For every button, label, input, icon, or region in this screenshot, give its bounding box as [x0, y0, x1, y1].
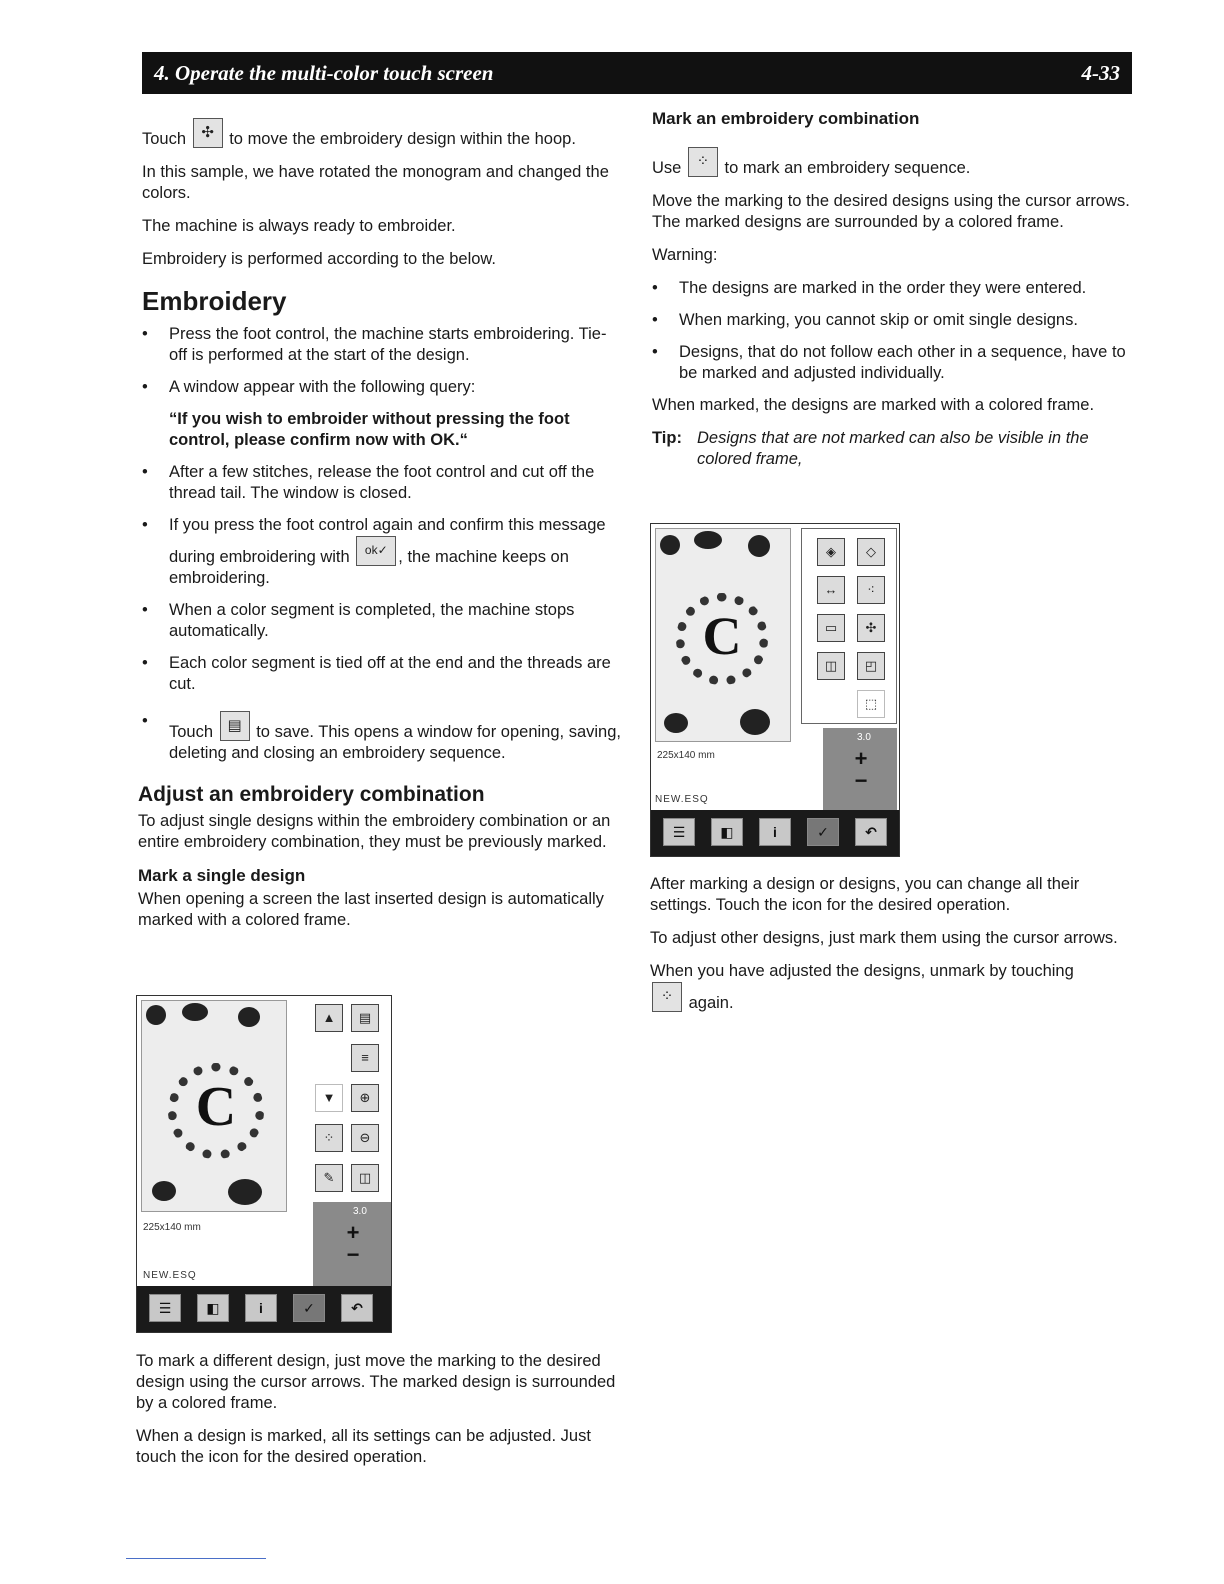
- list-item: • A window appear with the following query:: [142, 377, 622, 398]
- list-item: • When marking, you cannot skip or omit single designs.: [652, 310, 1130, 331]
- list-item: • Touch ▤ to save. This opens a window for opening, saving, deleting and closing an embroidery sequence.: [142, 711, 622, 764]
- toolbar: [651, 810, 899, 856]
- zoom-control-icon[interactable]: + −: [346, 1220, 360, 1267]
- list-item: • The designs are marked in the order they were entered.: [652, 278, 1130, 299]
- list-item: • Designs, that do not follow each other in a sequence, have to be marked and adjusted individually.: [652, 342, 1130, 384]
- touch-move-paragraph: Touch ✣ to move the embroidery design within the hoop.: [142, 118, 622, 150]
- menu-icon[interactable]: ☰: [149, 1294, 181, 1322]
- zoom-out-icon[interactable]: ⊖: [351, 1124, 379, 1152]
- ok-icon: ok✓: [356, 536, 396, 566]
- paragraph: After marking a design or designs, you can change all their settings. Touch the icon for the desired operation.: [650, 875, 1080, 914]
- left-after-text: [136, 1351, 616, 1468]
- rotate-icon[interactable]: ◇: [857, 538, 885, 566]
- zoom-value: 3.0: [857, 732, 871, 743]
- paragraph: To mark a different design, just move the marking to the desired design using the cursor arrows. The marked design is surrounded by a colored frame.: [136, 1352, 616, 1412]
- mirror-icon[interactable]: ↔: [817, 576, 845, 604]
- screen-combination: [650, 523, 900, 857]
- file-name: NEW.ESQ: [143, 1270, 197, 1281]
- paragraph: Embroidery is performed according to the below.: [142, 250, 497, 268]
- color-icon[interactable]: ⁖: [857, 576, 885, 604]
- zoom-value: 3.0: [353, 1206, 367, 1217]
- list-item: • After a few stitches, release the foot control and cut off the thread tail. The window is closed.: [142, 462, 622, 504]
- move-icon: ✣: [193, 118, 223, 148]
- esc-icon[interactable]: ↶: [855, 818, 887, 846]
- paragraph: When marked, the designs are marked with a colored frame.: [652, 396, 1095, 414]
- list-item: • When a color segment is completed, the machine stops automatically.: [142, 600, 622, 642]
- frame-icon[interactable]: ◫: [351, 1164, 379, 1192]
- frame-icon[interactable]: ◫: [817, 652, 845, 680]
- tip-text: Designs that are not marked can also be visible in the colored frame,: [697, 429, 1089, 468]
- footer-rule: [126, 1558, 266, 1559]
- design-preview: [141, 1000, 287, 1212]
- section-heading-adjust: Adjust an embroidery combination: [138, 783, 485, 806]
- paragraph: The machine is always ready to embroider.: [142, 217, 456, 235]
- monogram: C: [195, 1076, 237, 1138]
- mark-icon: ⁘: [652, 982, 682, 1012]
- unmark-paragraph: When you have adjusted the designs, unmark by touching ⁘ again.: [650, 962, 1074, 1012]
- mark-icon: ⁘: [688, 147, 718, 177]
- toolbar: [137, 1286, 391, 1332]
- camera-icon[interactable]: ◧: [197, 1294, 229, 1322]
- esc-icon[interactable]: ↶: [341, 1294, 373, 1322]
- file-name: NEW.ESQ: [655, 794, 709, 805]
- mark-icon[interactable]: ⁘: [315, 1124, 343, 1152]
- flip-vertical-icon[interactable]: ◈: [817, 538, 845, 566]
- paragraph: When opening a screen the last inserted design is automatically marked with a colored frame.: [138, 890, 604, 929]
- page-number: 4-33: [1081, 60, 1120, 85]
- paragraph: Move the marking to the desired designs using the cursor arrows. The marked designs are surrounded by a colored frame.: [652, 192, 1130, 231]
- cursor-down-icon[interactable]: ▼: [315, 1084, 343, 1112]
- info-icon[interactable]: i: [245, 1294, 277, 1322]
- tip-label: Tip:: [652, 429, 682, 447]
- ok-icon[interactable]: ✓: [807, 818, 839, 846]
- tip: [652, 428, 1130, 470]
- cursor-up-icon[interactable]: ▲: [315, 1004, 343, 1032]
- camera-icon[interactable]: ◧: [711, 818, 743, 846]
- subheading-mark-single: Mark a single design: [138, 866, 306, 885]
- paragraph: To adjust single designs within the embroidery combination or an entire embroidery combination, they must be previously marked.: [138, 812, 611, 851]
- list-icon[interactable]: ≡: [351, 1044, 379, 1072]
- use-mark-paragraph: Use ⁘ to mark an embroidery sequence.: [652, 147, 1130, 179]
- info-icon[interactable]: i: [759, 818, 791, 846]
- zoom-in-icon[interactable]: ⊕: [351, 1084, 379, 1112]
- screen-single-design: [136, 995, 392, 1333]
- paragraph: To adjust other designs, just mark them using the cursor arrows.: [650, 929, 1118, 947]
- left-column: [138, 112, 622, 931]
- paragraph: In this sample, we have rotated the monogram and changed the colors.: [142, 163, 609, 202]
- save-icon: ▤: [220, 711, 250, 741]
- paragraph: When a design is marked, all its settings can be adjusted. Just touch the icon for the desired operation.: [136, 1427, 591, 1466]
- design-size: 225x140 mm: [143, 1222, 201, 1233]
- chapter-title: 4. Operate the multi-color touch screen: [154, 60, 494, 85]
- query-text: “If you wish to embroider without pressing the foot control, please confirm now with OK.“: [169, 410, 570, 449]
- design-preview: [655, 528, 791, 742]
- save-icon[interactable]: ▤: [351, 1004, 379, 1032]
- frame-alt-icon[interactable]: ◰: [857, 652, 885, 680]
- move-icon[interactable]: ✣: [857, 614, 885, 642]
- right-after-text: [650, 874, 1130, 1014]
- size-icon[interactable]: ▭: [817, 614, 845, 642]
- section-heading-embroidery: Embroidery: [142, 286, 287, 316]
- monogram: C: [702, 606, 742, 666]
- right-column: [652, 108, 1130, 470]
- zoom-control-icon[interactable]: + −: [854, 746, 868, 793]
- warning-label: Warning:: [652, 246, 718, 264]
- design-size: 225x140 mm: [657, 750, 715, 761]
- ok-icon[interactable]: ✓: [293, 1294, 325, 1322]
- menu-icon[interactable]: ☰: [663, 818, 695, 846]
- edit-icon[interactable]: ✎: [315, 1164, 343, 1192]
- list-item: • If you press the foot control again and confirm this message during embroidering with ok✓ , the machine keeps on embroidering.: [142, 515, 622, 589]
- unmark-icon[interactable]: ⬚: [857, 690, 885, 718]
- list-item: • Press the foot control, the machine starts embroidering. Tie-off is performed at the start of the design.: [142, 324, 622, 366]
- page-header: [142, 52, 1132, 94]
- subheading-mark-combination: Mark an embroidery combination: [652, 109, 920, 128]
- list-item: • Each color segment is tied off at the end and the threads are cut.: [142, 653, 622, 695]
